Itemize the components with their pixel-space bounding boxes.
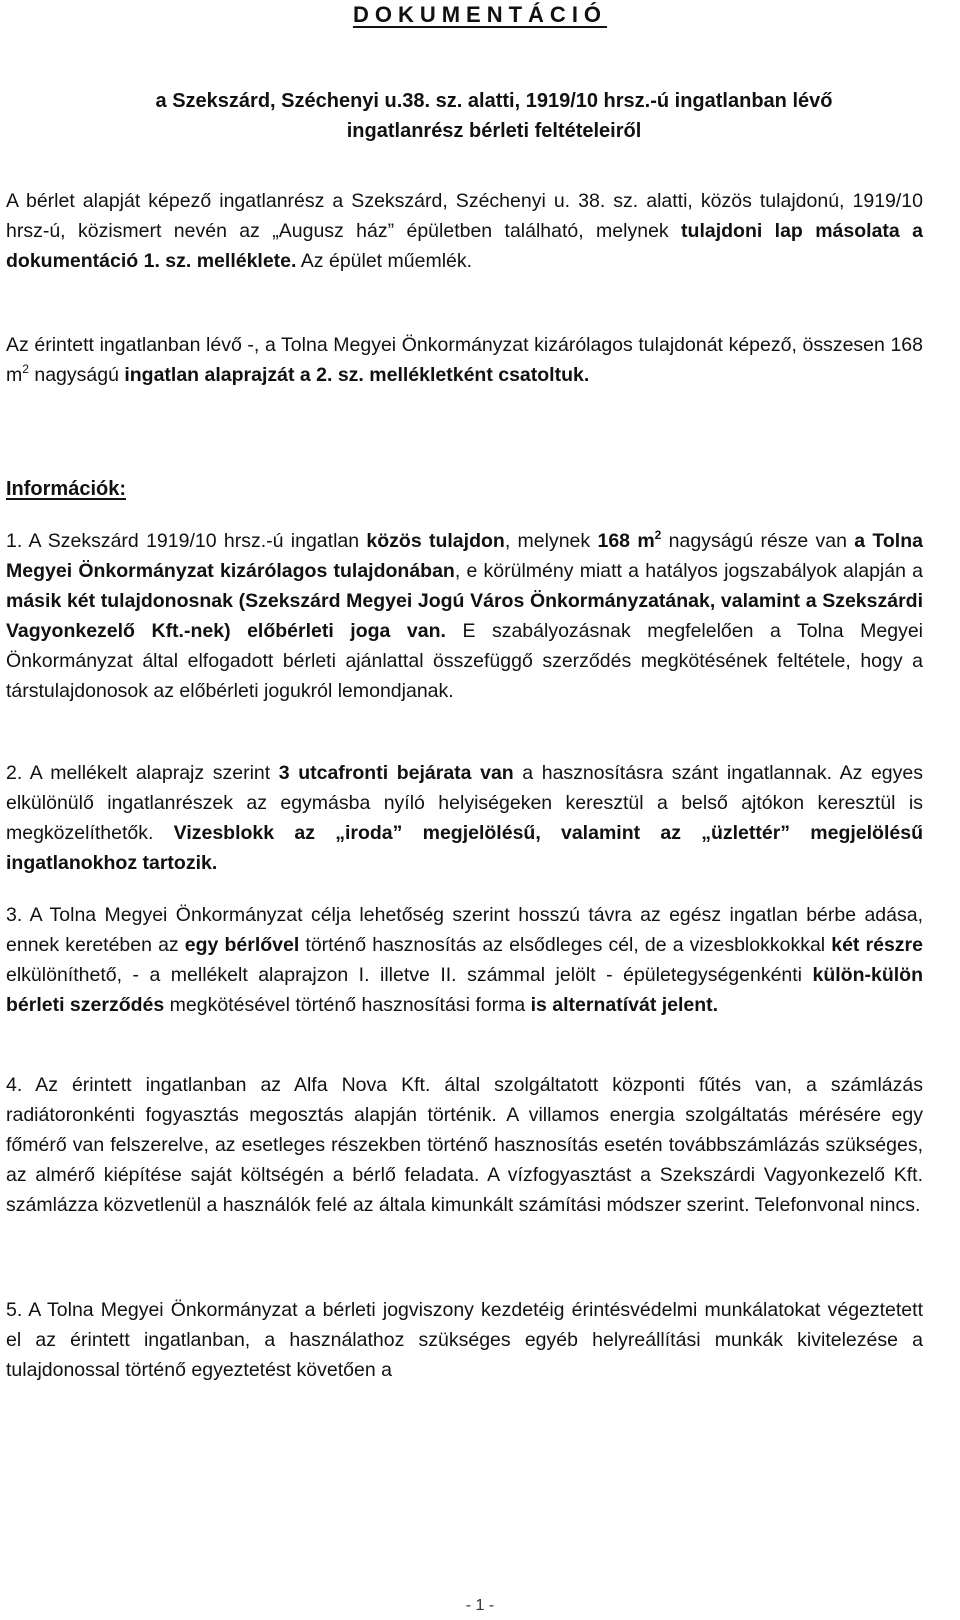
bold-run: a Tolna Megyei Önkormányzat kizárólagos tulajdonában (6, 530, 923, 582)
document-subtitle (54, 86, 934, 146)
intro-paragraph-2 (6, 330, 923, 390)
bold-run: közös tulajdon (366, 530, 505, 552)
bold-run: ingatlan alaprajzát a 2. sz. mellékletként csatoltuk. (124, 364, 590, 386)
text-run: 5. A Tolna Megyei Önkormányzat a bérleti jogviszony kezdetéig érintésvédelmi munkálatokat végeztetett el az érintett ingatlanban, a használathoz szükséges egyéb helyreállítási munkák kivitelezése a tulajdonossal történő egyeztetést követően a (6, 1299, 923, 1381)
text-run: nagyságú része van (661, 530, 855, 552)
subtitle-line-2: ingatlanrész bérleti feltételeiről (346, 120, 642, 142)
page-number: - 1 - (465, 1597, 495, 1614)
bold-run: két részre (831, 934, 923, 956)
bold-run: 3 utcafronti bejárata van (278, 762, 514, 784)
document-title: DOKUMENTÁCIÓ (352, 2, 608, 27)
text-run: történő hasznosítás az elsődleges cél, de a vizesblokkokkal (299, 934, 832, 956)
text-run: 1. A Szekszárd 1919/10 hrsz.-ú ingatlan (6, 530, 367, 552)
text-run: Az épület műemlék. (296, 250, 473, 272)
text-run: 3. A Tolna Megyei Önkormányzat célja lehetőség szerint hosszú távra az egész ingatlan bérbe adása, ennek keretében az (6, 904, 923, 956)
bold-run: is alternatívát jelent. (530, 994, 719, 1016)
text-run: , melynek (504, 530, 598, 552)
info-heading: Információk: (6, 478, 127, 500)
text-run: nagyságú (28, 364, 125, 386)
info-item-3 (6, 900, 923, 1020)
text-run: , e körülmény miatt a hatályos jogszabályok alapján a (454, 560, 923, 582)
text-run: elkülöníthető, - a mellékelt alaprajzon I. illetve II. számmal jelölt - épületegységenkénti (6, 964, 813, 986)
bold-run: külön-külön bérleti szerződés (6, 964, 923, 1016)
info-item-5 (6, 1295, 923, 1385)
subtitle-line-1: a Szekszárd, Széchenyi u.38. sz. alatti, 1919/10 hrsz.-ú ingatlanban lévő (155, 90, 833, 112)
info-item-4 (6, 1070, 923, 1220)
bold-run: másik két tulajdonosnak (Szekszárd Megyei Jogú Város Önkormányzatának, valamint a Szekszárdi Vagyonkezelő Kft.-nek) előbérleti joga van. (6, 590, 923, 642)
text-run: E szabályozásnak megfelelően a Tolna Megyei Önkormányzat által elfogadott bérleti ajánlattal összefüggő szerződés megkötésének feltétele, hogy a társtulajdonosok az előbérleti jogukról lemondjanak. (6, 620, 923, 702)
text-run: 2. A mellékelt alaprajz szerint (6, 762, 279, 784)
text-run: 4. Az érintett ingatlanban az Alfa Nova Kft. által szolgáltatott központi fűtés van, a számlázás radiátoronkénti fogyasztás megosztás alapján történik. A villamos energia szolgáltatás mérésére egy főmérő van felszerelve, az esetleges részekben történő hasznosítás esetén továbbszámlázás szükséges, az almérő kiépítése saját költségén a bérlő feladata. A vízfogyasztást a Szekszárdi Vagyonkezelő Kft. számlázza közvetlenül a használók felé az általa kimunkált számítási módszer szerint. Telefonvonal nincs. (6, 1074, 923, 1216)
text-run: a hasznosításra szánt ingatlannak. Az egyes elkülönülő ingatlanrészek az egymásba nyíló helyiségeken keresztül a belső ajtókon keresztül is megközelíthetők. (6, 762, 923, 844)
text-run: Az érintett ingatlanban lévő -, a Tolna Megyei Önkormányzat kizárólagos tulajdonát képező, összesen 168 m (6, 334, 923, 386)
text-run: megkötésével történő hasznosítási forma (164, 994, 531, 1016)
bold-run: 168 m (597, 530, 655, 552)
bold-run: Vizesblokk az „iroda” megjelölésű, valamint az „üzlettér” megjelölésű ingatlanokhoz tartozik. (6, 822, 923, 874)
text-run: A bérlet alapját képező ingatlanrész a Szekszárd, Széchenyi u. 38. sz. alatti, közös tulajdonú, 1919/10 hrsz-ú, közismert nevén az „Augusz ház” épületben található, melynek (6, 190, 923, 242)
superscript: 2 (654, 528, 662, 542)
bold-run: tulajdoni lap másolata a dokumentáció 1. sz. melléklete. (6, 220, 923, 272)
info-item-1 (6, 526, 923, 706)
superscript: 2 (22, 362, 29, 376)
intro-paragraph-1 (6, 186, 923, 276)
info-item-2 (6, 758, 923, 878)
bold-run: egy bérlővel (184, 934, 300, 956)
